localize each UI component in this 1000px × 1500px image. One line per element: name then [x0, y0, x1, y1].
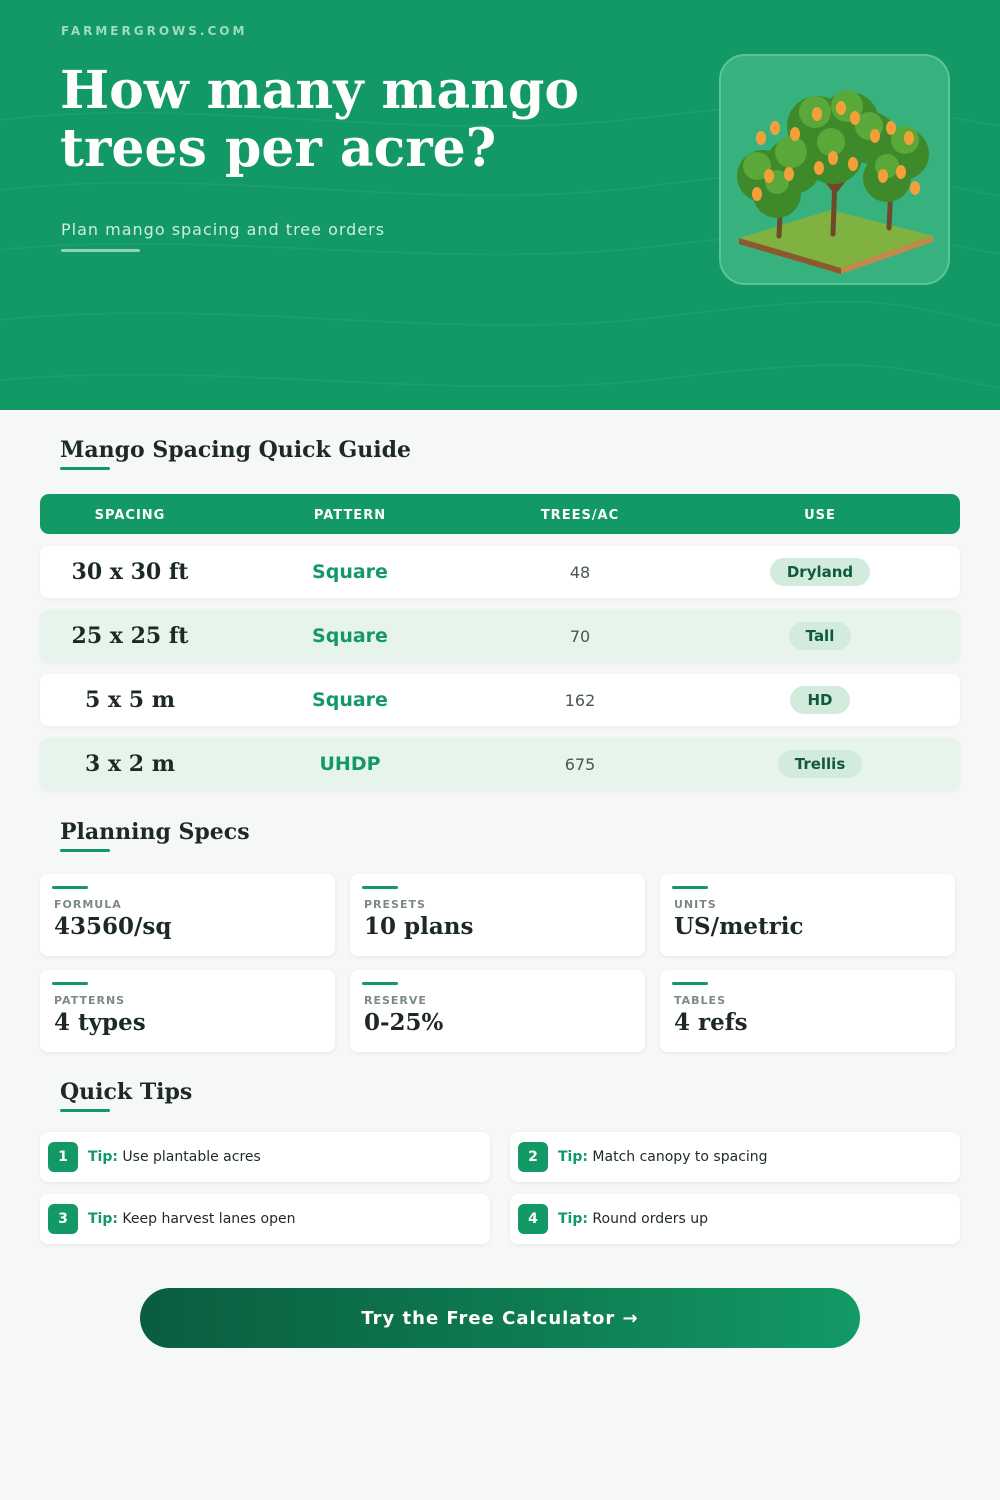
cell-spacing: 30 x 30 ft	[71, 559, 189, 585]
column-header-use: USE	[804, 508, 836, 523]
tip-item	[510, 1194, 960, 1244]
spec-label: PATTERNS	[54, 994, 126, 1007]
spec-value: 10 plans	[364, 913, 474, 940]
cell-pattern: Square	[312, 561, 388, 583]
hero-banner	[0, 0, 1000, 410]
spec-accent-bar	[362, 982, 398, 985]
tip-text	[88, 1194, 295, 1244]
cell-use	[720, 546, 920, 598]
cell-trees: 675	[564, 754, 596, 774]
cell-pattern: Square	[312, 689, 388, 711]
tip-number-badge: 3	[48, 1204, 78, 1234]
spec-card-tables	[660, 970, 955, 1052]
page-subtitle: Plan mango spacing and tree orders	[61, 220, 386, 239]
tip-text	[88, 1132, 261, 1182]
table-row	[40, 738, 960, 790]
tip-label: Tip:	[88, 1211, 118, 1227]
spec-card-reserve	[350, 970, 645, 1052]
guide-title-underline	[60, 467, 110, 470]
spec-label: FORMULA	[54, 898, 122, 911]
tip-number-badge: 2	[518, 1142, 548, 1172]
cell-use	[720, 610, 920, 662]
table-row	[40, 546, 960, 598]
use-badge: Trellis	[778, 750, 863, 778]
spec-value: 4 types	[54, 1009, 146, 1036]
table-row	[40, 610, 960, 662]
cell-pattern: UHDP	[319, 753, 381, 775]
column-header-pattern: PATTERN	[313, 508, 387, 523]
use-badge: Dryland	[770, 558, 870, 586]
table-row	[40, 674, 960, 726]
spec-label: PRESETS	[364, 898, 426, 911]
spec-accent-bar	[52, 982, 88, 985]
tip-text	[558, 1132, 768, 1182]
tip-item	[40, 1194, 490, 1244]
tips-section-title: Quick Tips	[60, 1079, 193, 1105]
spec-card-patterns	[40, 970, 335, 1052]
tip-label: Tip:	[88, 1149, 118, 1165]
page-title: How many mango trees per acre?	[60, 60, 580, 179]
spec-label: RESERVE	[364, 994, 427, 1007]
tip-body: Match canopy to spacing	[592, 1149, 768, 1165]
use-badge: HD	[790, 686, 849, 714]
cell-spacing: 5 x 5 m	[85, 687, 175, 713]
column-header-trees: TREES/AC	[540, 508, 620, 523]
tip-number-badge: 4	[518, 1204, 548, 1234]
cell-use	[720, 674, 920, 726]
spec-accent-bar	[52, 886, 88, 889]
spec-value: US/metric	[674, 913, 804, 940]
cell-trees: 48	[569, 562, 591, 582]
spec-value: 0-25%	[364, 1009, 444, 1036]
cell-pattern: Square	[312, 625, 388, 647]
spec-label: TABLES	[674, 994, 726, 1007]
site-brand[interactable]: FARMERGROWS.COM	[61, 24, 248, 38]
table-header	[40, 494, 960, 534]
tip-body: Round orders up	[592, 1211, 709, 1227]
hero-illustration-card	[719, 54, 950, 285]
tip-text	[558, 1194, 708, 1244]
spec-accent-bar	[672, 886, 708, 889]
spec-accent-bar	[672, 982, 708, 985]
tip-item	[40, 1132, 490, 1182]
cell-spacing: 25 x 25 ft	[71, 623, 189, 649]
free-calculator-button[interactable]: Try the Free Calculator →	[140, 1288, 860, 1348]
tip-number-badge: 1	[48, 1142, 78, 1172]
use-badge: Tall	[789, 622, 852, 650]
tip-item	[510, 1132, 960, 1182]
spec-value: 4 refs	[674, 1009, 748, 1036]
specs-section-title: Planning Specs	[60, 819, 250, 845]
tip-body: Use plantable acres	[122, 1149, 261, 1165]
column-header-spacing: SPACING	[94, 508, 166, 523]
tips-title-underline	[60, 1109, 110, 1112]
specs-title-underline	[60, 849, 110, 852]
tip-label: Tip:	[558, 1211, 588, 1227]
subtitle-underline	[61, 249, 140, 252]
spec-card-formula	[40, 874, 335, 956]
spec-value: 43560/sq	[54, 913, 172, 940]
cell-spacing: 3 x 2 m	[85, 751, 175, 777]
cell-trees: 70	[569, 626, 591, 646]
guide-section-title: Mango Spacing Quick Guide	[60, 437, 411, 463]
mango-orchard-icon	[721, 56, 948, 283]
spec-card-units	[660, 874, 955, 956]
tip-body: Keep harvest lanes open	[122, 1211, 296, 1227]
spec-accent-bar	[362, 886, 398, 889]
cell-trees: 162	[564, 690, 596, 710]
spec-card-presets	[350, 874, 645, 956]
tip-label: Tip:	[558, 1149, 588, 1165]
spec-label: UNITS	[674, 898, 717, 911]
cell-use	[720, 738, 920, 790]
